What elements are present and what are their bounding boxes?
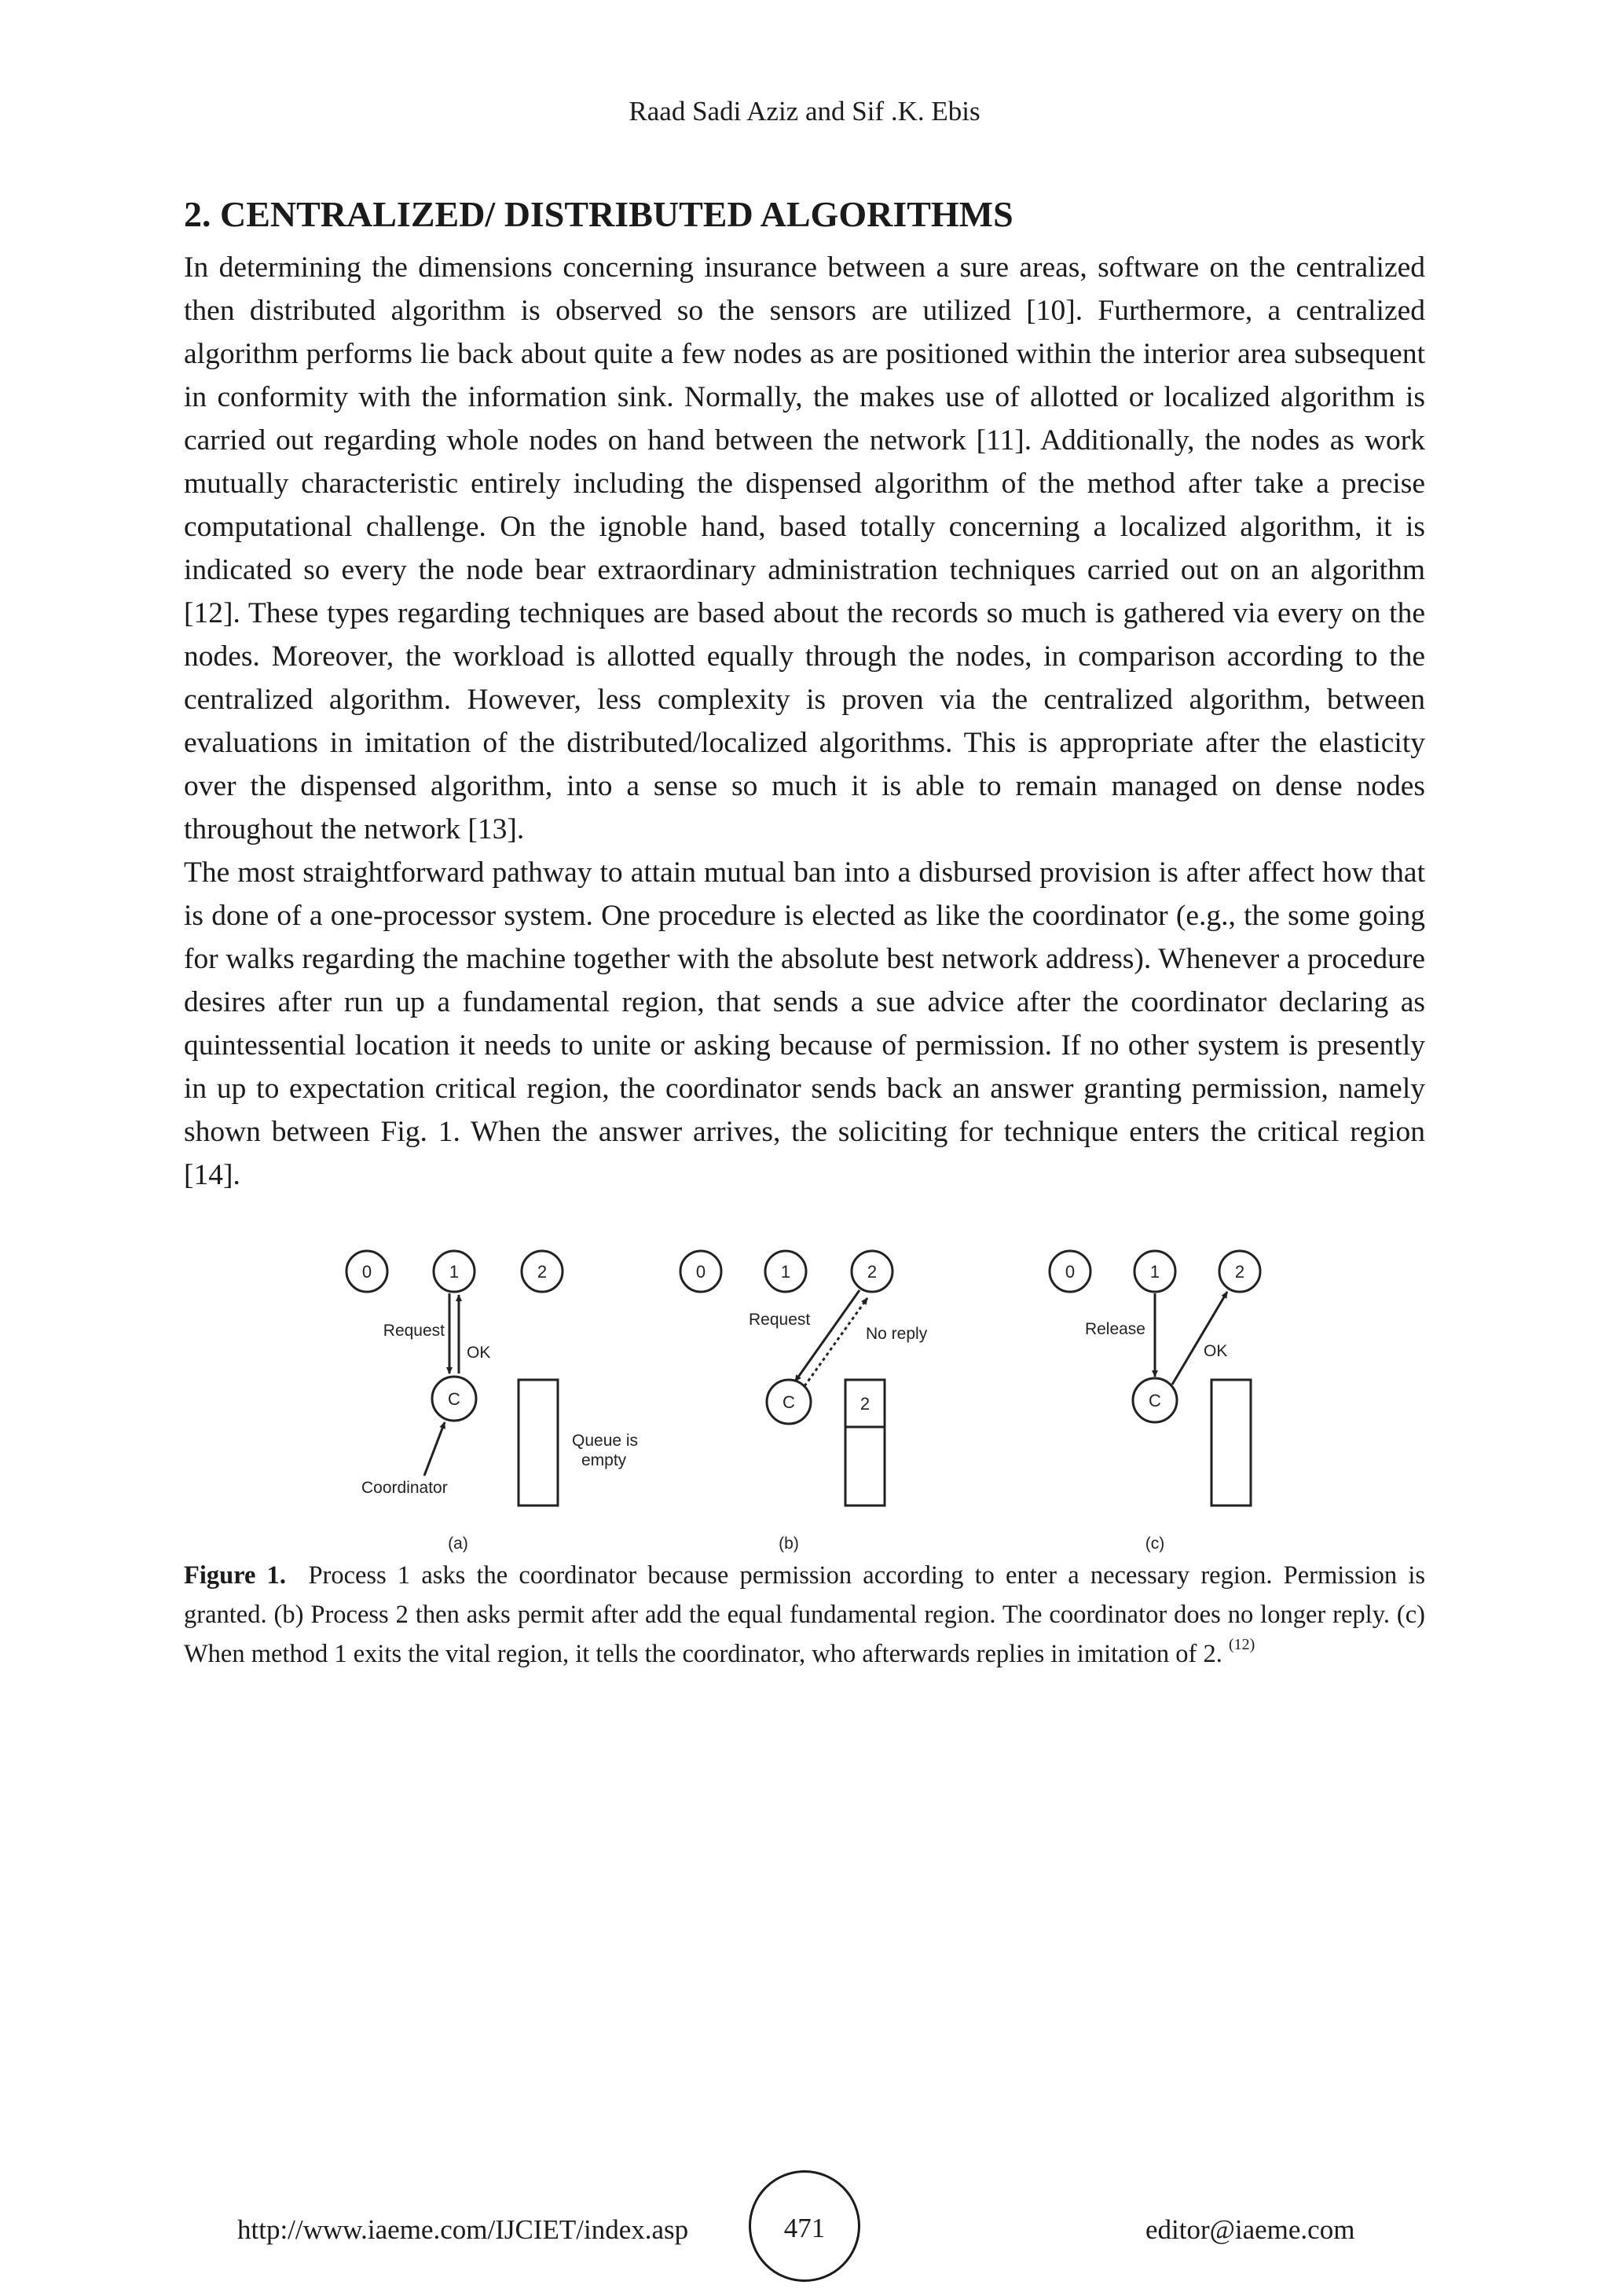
request-label: Request bbox=[749, 1311, 811, 1329]
panel-c-label: (c) bbox=[1145, 1535, 1165, 1553]
no-reply-arrow bbox=[804, 1298, 867, 1386]
caption-label: Figure 1. bbox=[184, 1561, 287, 1590]
no-reply-label: No reply bbox=[866, 1325, 928, 1343]
queue-status-line2: empty bbox=[581, 1451, 627, 1469]
process-2-label: 2 bbox=[1234, 1262, 1245, 1282]
process-1-label: 1 bbox=[780, 1262, 791, 1282]
paragraph-1: In determining the dimensions concerning insurance between a sure areas, software on the centralized then distributed algorithm is observed so the sensors are utilized [10]. Furthermore, a centralized algorithm performs lie back about quite a few nodes as are positioned within the interior area subsequent in conformity with the information sink. Normally, the makes use of allotted or localized algorithm is carried out regarding whole nodes on hand between the network [11]. Additionally, the nodes as work mutually characteristic entirely including the dispensed algorithm of the method after take a precise computational challenge. On the ignoble hand, based totally concerning a localized algorithm, it is indicated so every the node bear extraordinary administration techniques carried out on an algorithm [12]. These types regarding techniques are based about the records so much is gathered via every on the nodes. Moreover, the workload is allotted equally through the nodes, in comparison according to the centralized algorithm. However, less complexity is proven via the centralized algorithm, between evaluations in imitation of the distributed/localized algorithms. This is appropriate after the elasticity over the dispensed algorithm, into a sense so much it is able to remain managed on dense nodes throughout the network [13]. bbox=[184, 251, 1425, 845]
footer-url-link[interactable]: http://www.iaeme.com/IJCIET/index.asp bbox=[237, 2214, 689, 2245]
panel-b bbox=[680, 1251, 928, 1553]
ok-label: OK bbox=[1204, 1342, 1228, 1360]
process-0-label: 0 bbox=[361, 1262, 372, 1282]
process-1-label: 1 bbox=[449, 1262, 460, 1282]
process-1-label: 1 bbox=[1149, 1262, 1160, 1282]
footer-email-link[interactable]: editor@iaeme.com bbox=[1145, 2214, 1355, 2245]
coordinator-letter: C bbox=[783, 1392, 795, 1412]
figure-1 bbox=[330, 1240, 1296, 1554]
figure-caption bbox=[184, 1556, 1425, 1674]
mutual-exclusion-diagram bbox=[330, 1240, 1296, 1554]
page-footer bbox=[0, 2170, 1609, 2296]
queue-status-line1: Queue is bbox=[572, 1432, 639, 1450]
panel-a bbox=[346, 1251, 638, 1553]
panel-c bbox=[1050, 1251, 1260, 1553]
process-2-label: 2 bbox=[867, 1262, 878, 1282]
coordinator-letter: C bbox=[448, 1389, 460, 1409]
panel-a-label: (a) bbox=[448, 1535, 468, 1553]
process-0-label: 0 bbox=[1065, 1262, 1076, 1282]
process-2-label: 2 bbox=[537, 1262, 548, 1282]
release-label: Release bbox=[1084, 1320, 1145, 1338]
coordinator-label: Coordinator bbox=[361, 1479, 448, 1497]
section-heading: 2. CENTRALIZED/ DISTRIBUTED ALGORITHMS bbox=[184, 194, 1013, 234]
caption-text: Process 1 asks the coordinator because permission according to enter a necessary region. Permission is granted. (b) Process 2 then asks permit after add the equal fundamental region. The coordinator does no longer reply. (c) When method 1 exits the vital region, it tells the coordinator, who afterwards replies in imitation of 2. bbox=[184, 1561, 1425, 1668]
queue-box bbox=[519, 1380, 558, 1506]
request-arrow bbox=[795, 1290, 859, 1381]
queue-entry: 2 bbox=[859, 1394, 870, 1414]
body-text bbox=[184, 246, 1425, 1197]
ok-label: OK bbox=[467, 1344, 491, 1362]
caption-reference: (12) bbox=[1228, 1636, 1255, 1653]
request-label: Request bbox=[383, 1322, 445, 1340]
coordinator-letter: C bbox=[1149, 1391, 1161, 1410]
paragraph-2: The most straightforward pathway to attain mutual ban into a disbursed provision is after affect how that is done of a one-processor system. One procedure is elected as like the coordinator (e.g., the some going for walks regarding the machine together with the absolute best network address). Whenever a procedure desires after run up a fundamental region, that sends a sue advice after the coordinator declaring as quintessential location it needs to unite or asking because of permission. If no other system is presently in up to expectation critical region, the coordinator sends back an answer granting permission, namely shown between Fig. 1. When the answer arrives, the soliciting for technique enters the critical region [14]. bbox=[184, 856, 1425, 1191]
process-0-label: 0 bbox=[695, 1262, 706, 1282]
ok-arrow bbox=[1172, 1292, 1227, 1385]
page-number: 471 bbox=[749, 2170, 860, 2282]
coordinator-pointer bbox=[424, 1422, 445, 1476]
queue-box bbox=[1211, 1380, 1251, 1506]
running-head-authors: Raad Sadi Aziz and Sif .K. Ebis bbox=[629, 96, 980, 127]
panel-b-label: (b) bbox=[779, 1535, 799, 1553]
